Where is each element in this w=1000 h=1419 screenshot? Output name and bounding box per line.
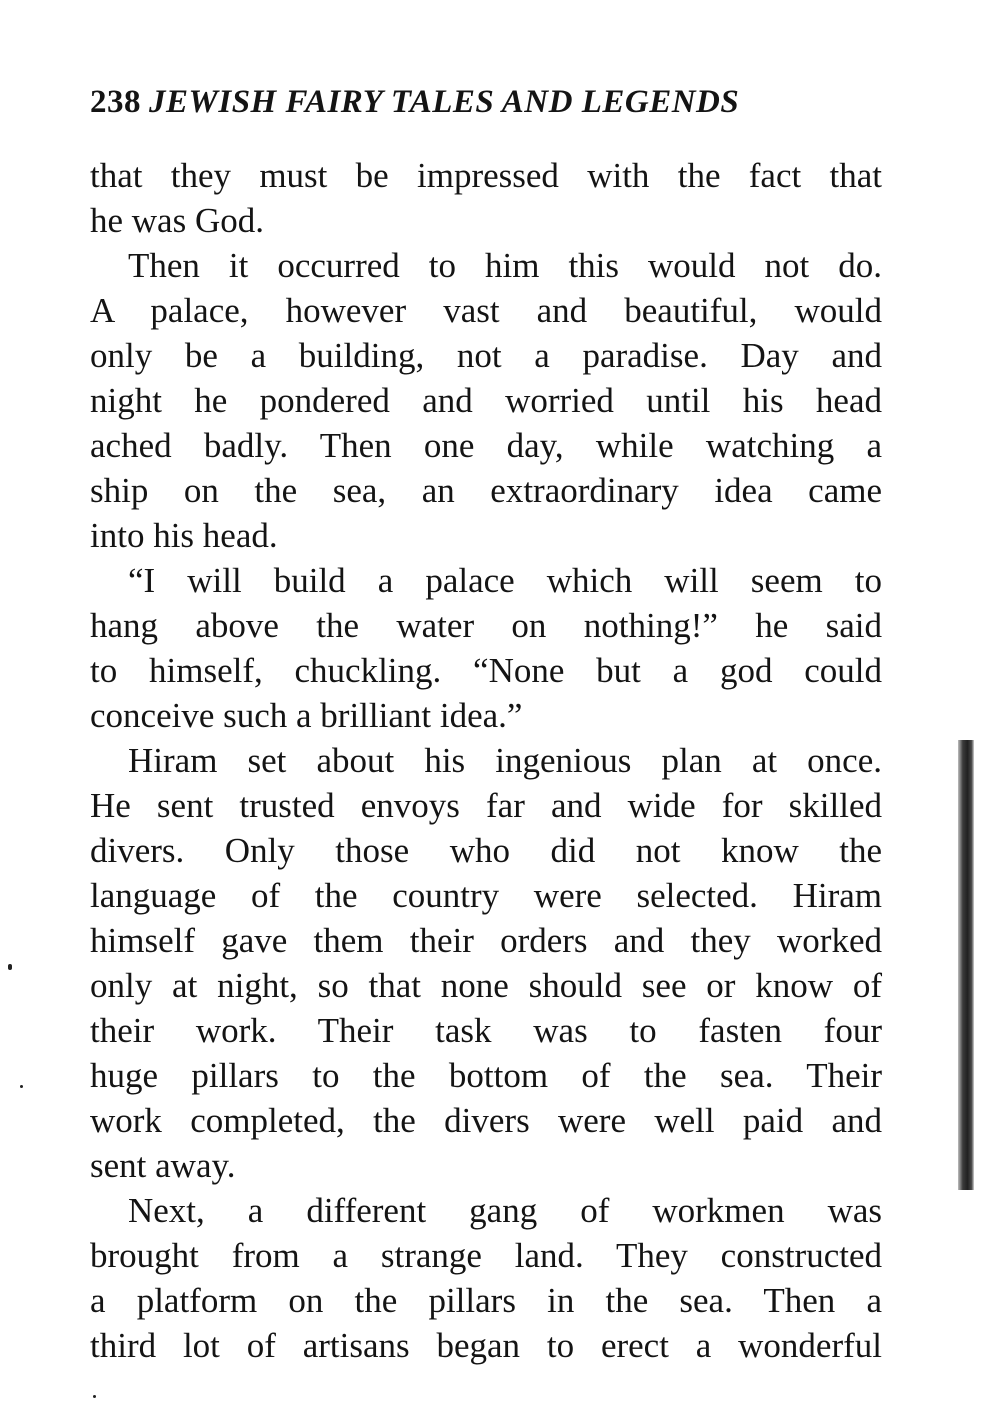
paragraph-first-line: Then it occurred to him this would not do. [128,246,882,285]
text-line: He sent trusted envoys far and wide for skilled [90,786,882,825]
text-line: sent away. [90,1146,236,1185]
text-line: he was God. [90,201,264,240]
text-line: that they must be impressed with the fact that [90,156,882,195]
text-line: into his head. [90,516,278,555]
text-line: conceive such a brilliant idea.” [90,696,523,735]
paragraph-first-line: “I will build a palace which will seem to [128,561,882,600]
text-line: third lot of artisans began to erect a wonderful [90,1326,882,1365]
paragraph-first-line: Hiram set about his ingenious plan at once. [128,741,882,780]
text-line: ship on the sea, an extraordinary idea came [90,471,882,510]
text-line: brought from a strange land. They constructed [90,1236,882,1275]
book-title: JEWISH FAIRY TALES AND LEGENDS [149,84,740,120]
paragraph-first-line: Next, a different gang of workmen was [128,1191,882,1230]
text-line: hang above the water on nothing!” he said [90,606,882,645]
text-line: A palace, however vast and beautiful, would [90,291,882,330]
scan-speck [8,964,12,970]
text-line: to himself, chuckling. “None but a god could [90,651,882,690]
text-line: ached badly. Then one day, while watching a [90,426,882,465]
body-text [90,153,882,1368]
running-head [90,80,882,124]
scan-binding-shadow [958,740,974,1190]
text-line: language of the country were selected. Hiram [90,876,882,915]
text-line: a platform on the pillars in the sea. Then a [90,1281,882,1320]
text-line: night he pondered and worried until his head [90,381,882,420]
text-line: huge pillars to the bottom of the sea. Their [90,1056,882,1095]
text-line: divers. Only those who did not know the [90,831,882,870]
scan-speck [20,1085,23,1088]
text-line: only at night, so that none should see or know of [90,966,882,1005]
text-line: their work. Their task was to fasten four [90,1011,882,1050]
text-line: himself gave them their orders and they worked [90,921,882,960]
text-line: only be a building, not a paradise. Day and [90,336,882,375]
page-number: 238 [90,84,141,120]
text-line: work completed, the divers were well paid and [90,1101,882,1140]
scan-speck [93,1395,96,1398]
